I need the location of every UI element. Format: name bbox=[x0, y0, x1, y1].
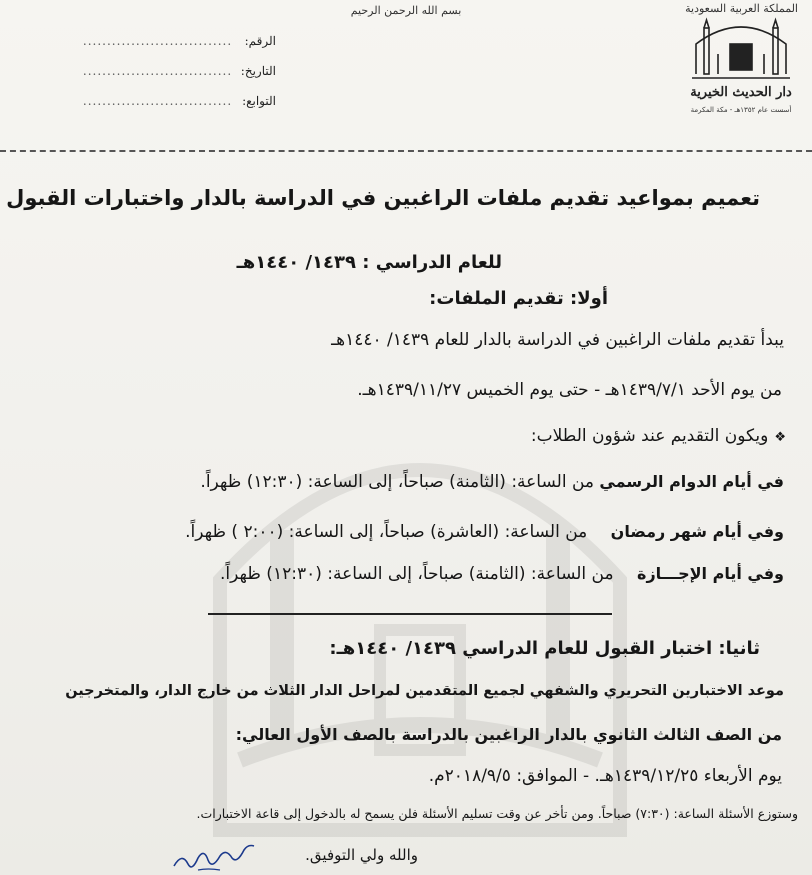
signature bbox=[168, 842, 264, 875]
section2-date-line: يوم الأربعاء ١٤٣٩/١٢/٢٥هـ. - الموافق: ٢٠١٨/٩/٥م. bbox=[428, 766, 782, 786]
kingdom-label: المملكة العربية السعودية bbox=[685, 2, 798, 15]
section1-line1: يبدأ تقديم ملفات الراغبين في الدراسة بالدار للعام ١٤٣٩/ ١٤٤٠هـ bbox=[331, 330, 784, 350]
diamond-bullet-icon: ❖ bbox=[774, 430, 786, 445]
schedule-text: من الساعة: (الثامنة) صباحاً، إلى الساعة: (١٢:٣٠) ظهراً. bbox=[220, 564, 614, 584]
header-divider bbox=[0, 150, 812, 152]
institution-logo bbox=[682, 4, 800, 122]
schedule-row-ramadan bbox=[185, 522, 784, 542]
logo-name: دار الحديث الخيرية bbox=[690, 85, 792, 100]
schedule-row-holiday bbox=[220, 564, 784, 584]
section1-bullet: ❖ويكون التقديم عند شؤون الطلاب: bbox=[530, 426, 786, 446]
schedule-text: من الساعة: (العاشرة) صباحاً، إلى الساعة: (٢:٠٠ ) ظهراً. bbox=[185, 522, 588, 542]
section1-heading: أولا: تقديم الملفات: bbox=[429, 288, 608, 309]
schedule-label: وفي أيام الإجـــازة bbox=[637, 564, 784, 583]
section2-line1: موعد الاختبارين التحريري والشفهي لجميع المتقدمين لمراحل الدار الثلاث من خارج الدار، والمتخرجين bbox=[65, 683, 784, 699]
schedule-label: في أيام الدوام الرسمي bbox=[599, 472, 784, 491]
meta-attachments: التوابع: ............................... bbox=[82, 94, 276, 108]
schedule-text: من الساعة: (الثامنة) صباحاً، إلى الساعة: (١٢:٣٠) ظهراً. bbox=[200, 472, 594, 492]
schedule-label: وفي أيام شهر رمضان bbox=[610, 522, 784, 541]
section2-note: وستوزع الأسئلة الساعة: (٧:٣٠) صباحاً. ومن تأخر عن وقت تسليم الأسئلة فلن يسمح له بالدخول إلى قاعة الاختبارات. bbox=[196, 806, 798, 821]
document-title: تعميم بمواعيد تقديم ملفات الراغبين في الدراسة بالدار واختبارات القبول bbox=[6, 186, 760, 210]
meta-date: التاريخ: ............................... bbox=[82, 64, 276, 78]
basmala: بسم الله الرحمن الرحيم bbox=[350, 4, 462, 17]
meta-number: الرقم: ............................... bbox=[82, 34, 276, 48]
section1-line2: من يوم الأحد ١٤٣٩/٧/١هـ - حتى يوم الخميس ١٤٣٩/١١/٢٧هـ. bbox=[357, 380, 782, 400]
closing-line: والله ولي التوفيق. bbox=[305, 846, 418, 864]
logo-subtitle: أسست عام ١٣٥٢هـ - مكة المكرمة bbox=[690, 106, 792, 114]
section-separator bbox=[208, 613, 612, 615]
schedule-row-regular bbox=[200, 472, 784, 492]
section2-line2: من الصف الثالث الثانوي بالدار الراغبين بالدراسة بالصف الأول العالي: bbox=[235, 725, 782, 744]
document-subtitle: للعام الدراسي : ١٤٣٩/ ١٤٤٠هـ bbox=[236, 252, 502, 273]
section2-heading: ثانيا: اختبار القبول للعام الدراسي ١٤٣٩/ ١٤٤٠هـ: bbox=[329, 638, 760, 659]
